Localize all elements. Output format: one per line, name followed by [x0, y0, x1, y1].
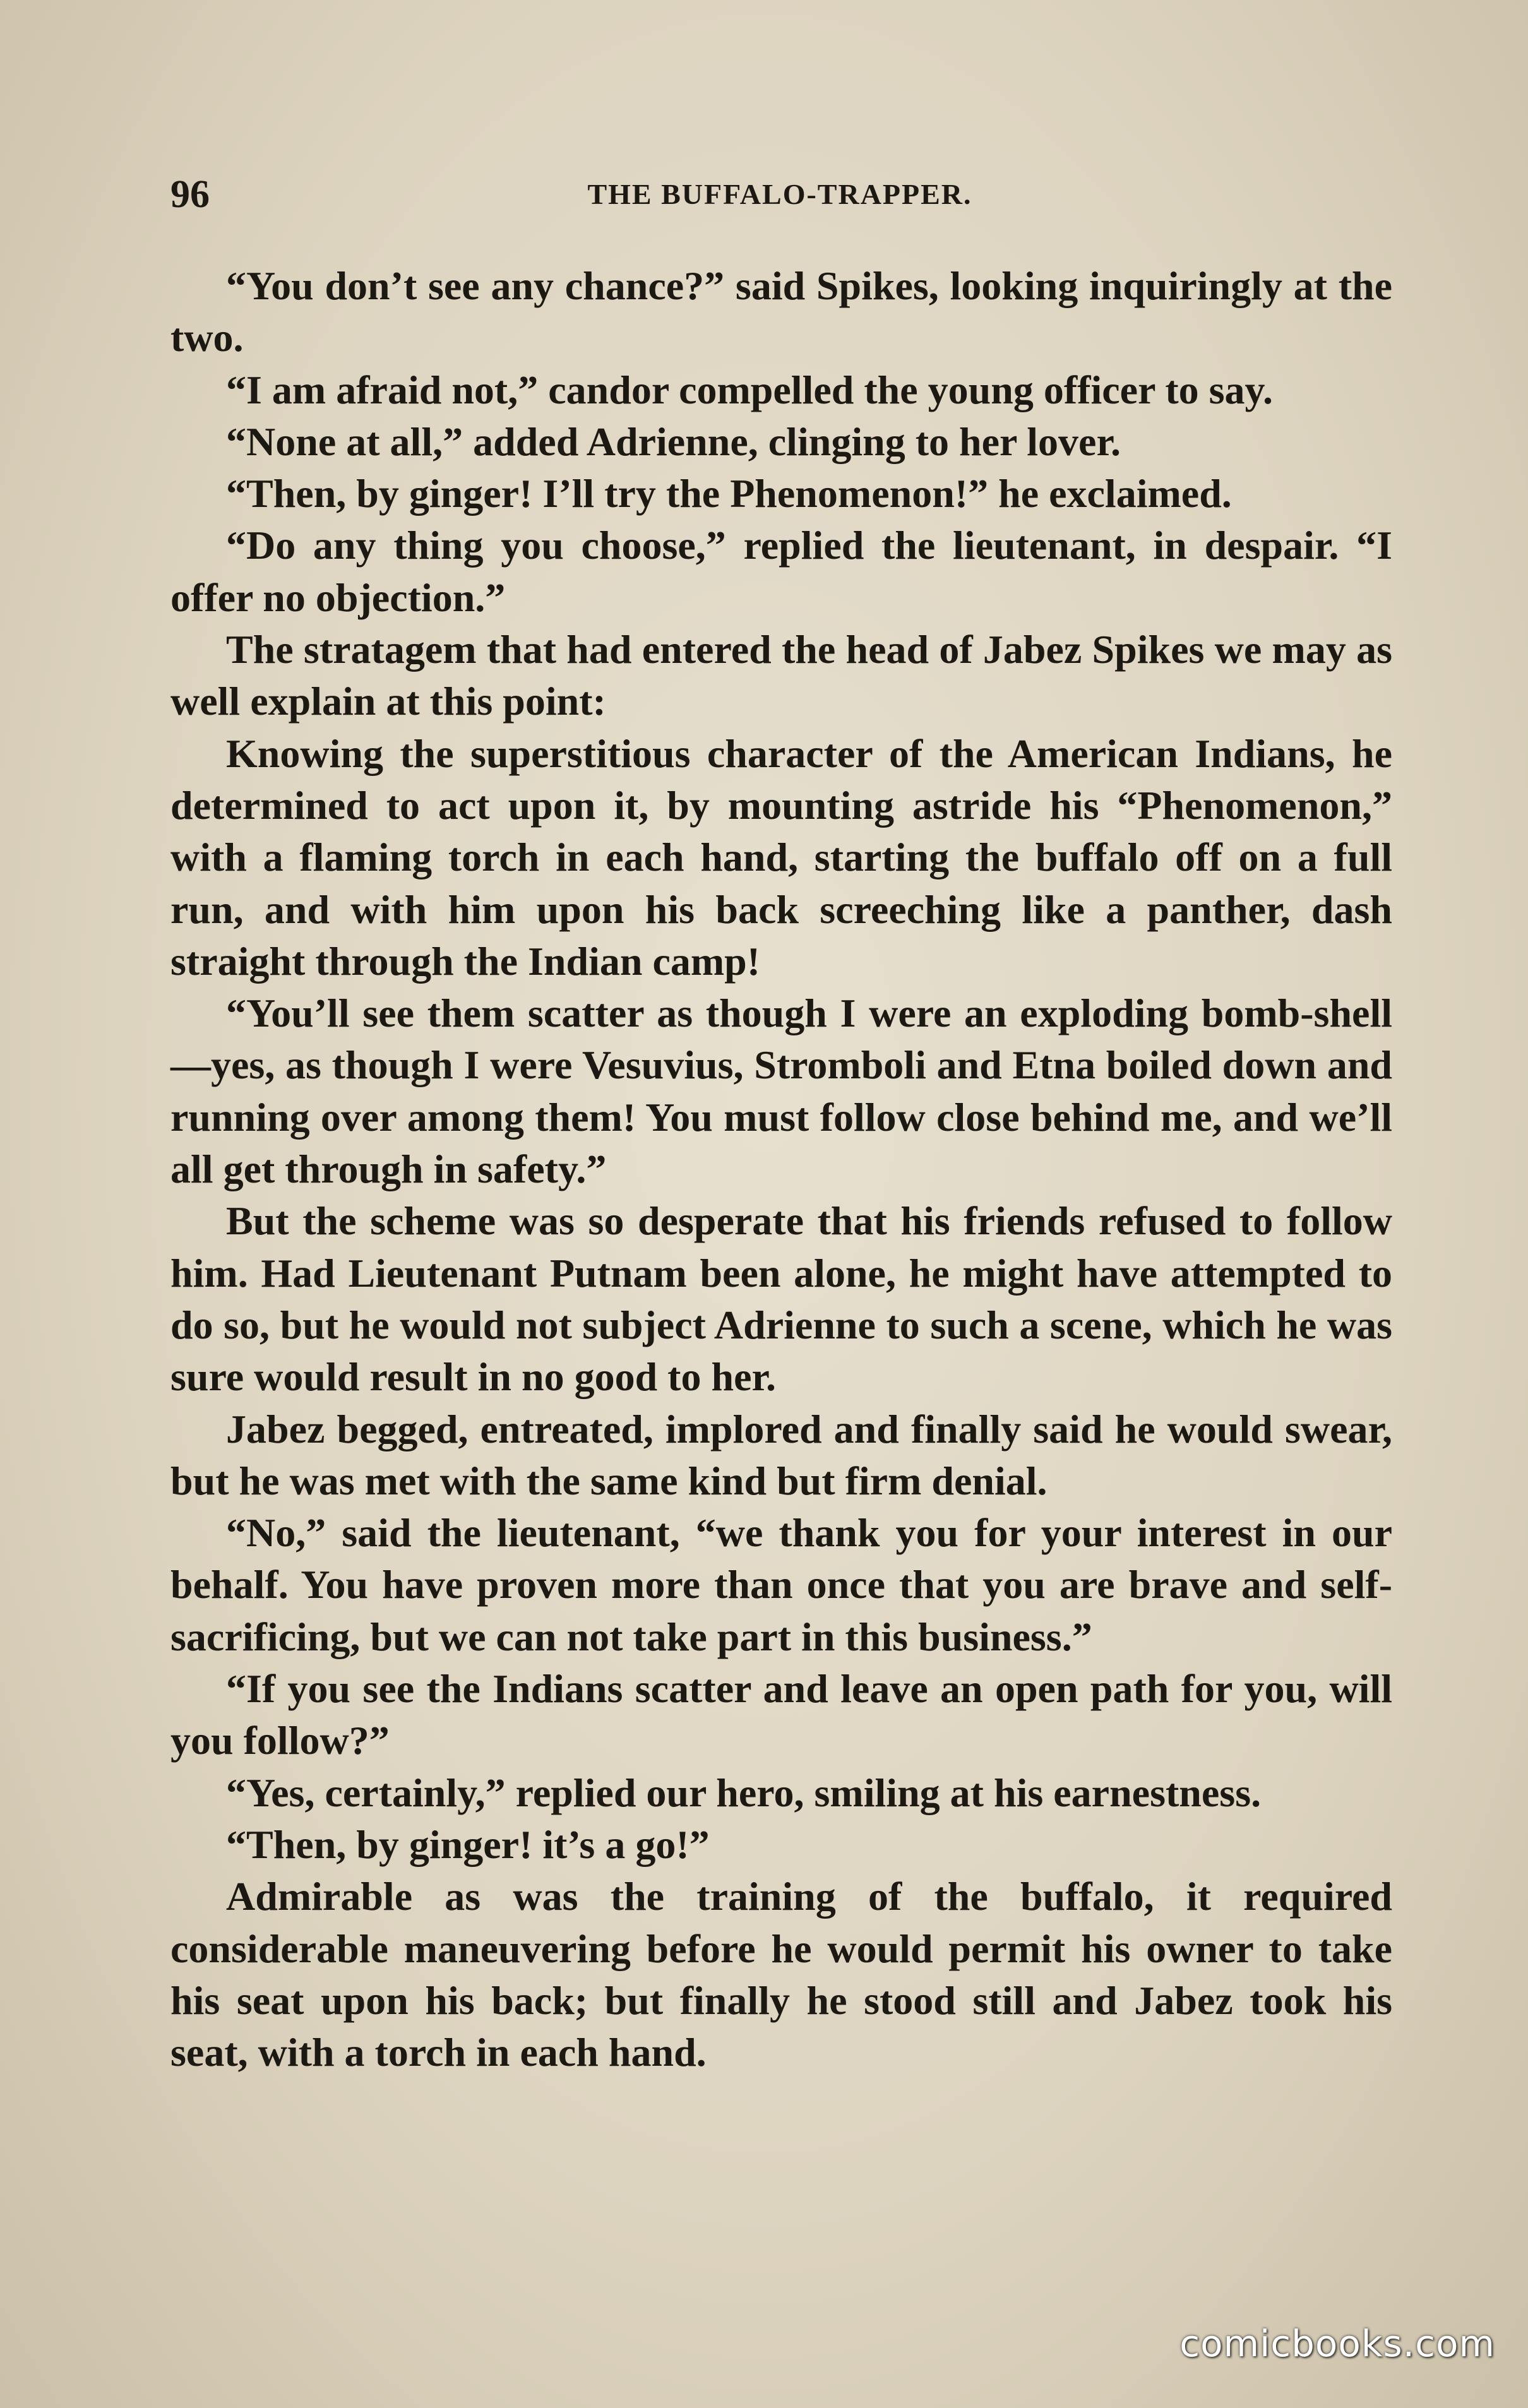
running-head: THE BUFFALO-TRAPPER.	[587, 178, 972, 210]
paragraph: Jabez begged, entreated, implored and finally said he would swear, but he was met with the same kind but firm denial.	[170, 1406, 1392, 1503]
body-text	[170, 260, 1392, 2078]
page-header	[170, 169, 1389, 220]
page-number: 96	[170, 173, 210, 216]
paragraph: “You’ll see them scatter as though I were an exploding bomb-shell—yes, as though I were Vesuvius, Stromboli and Etna boiled down and running over among them! You must follow close behind me, and we’ll all get through in safety.”	[170, 991, 1392, 1192]
paragraph: Admirable as was the training of the buffalo, it required considerable maneuvering before he would permit his owner to take his seat upon his back; but finally he stood still and Jabez took his seat, with a torch in each hand.	[170, 1874, 1392, 2075]
paragraph: “You don’t see any chance?” said Spikes, looking inquiringly at the two.	[170, 263, 1392, 361]
paragraph: “If you see the Indians scatter and leave an open path for you, will you follow?”	[170, 1666, 1392, 1763]
paragraph: “I am afraid not,” candor compelled the young officer to say.	[226, 367, 1273, 412]
paragraph: “None at all,” added Adrienne, clinging to her lover.	[226, 419, 1121, 464]
paragraph: Knowing the superstitious character of the American Indians, he determined to act upon it, by mounting astride his “Phenomenon,” with a flaming torch in each hand, starting the buffalo off on a full run, and with him upon his back screeching like a panther, dash straight through the Indian camp!	[170, 730, 1392, 984]
paragraph: “Then, by ginger! it’s a go!”	[226, 1821, 710, 1867]
paragraph: The stratagem that had entered the head of Jabez Spikes we may as well explain at this point:	[170, 627, 1392, 724]
paragraph: “Do any thing you choose,” replied the lieutenant, in despair. “I offer no objection.”	[170, 523, 1392, 620]
paragraph: “No,” said the lieutenant, “we thank you for your interest in our behalf. You have proven more than once that you are brave and self-sacrificing, but we can not take part in this business.”	[170, 1510, 1392, 1659]
paragraph: “Then, by ginger! I’ll try the Phenomenon!” he exclaimed.	[226, 471, 1232, 516]
paragraph: But the scheme was so desperate that his friends refused to follow him. Had Lieutenant Putnam been alone, he might have attempted to do so, but he would not subject Adrienne to such a scene, which he was sure would result in no good to her.	[170, 1198, 1392, 1400]
paragraph: “Yes, certainly,” replied our hero, smiling at his earnestness.	[226, 1770, 1262, 1815]
watermark: comicbooks.com	[1179, 2322, 1495, 2365]
